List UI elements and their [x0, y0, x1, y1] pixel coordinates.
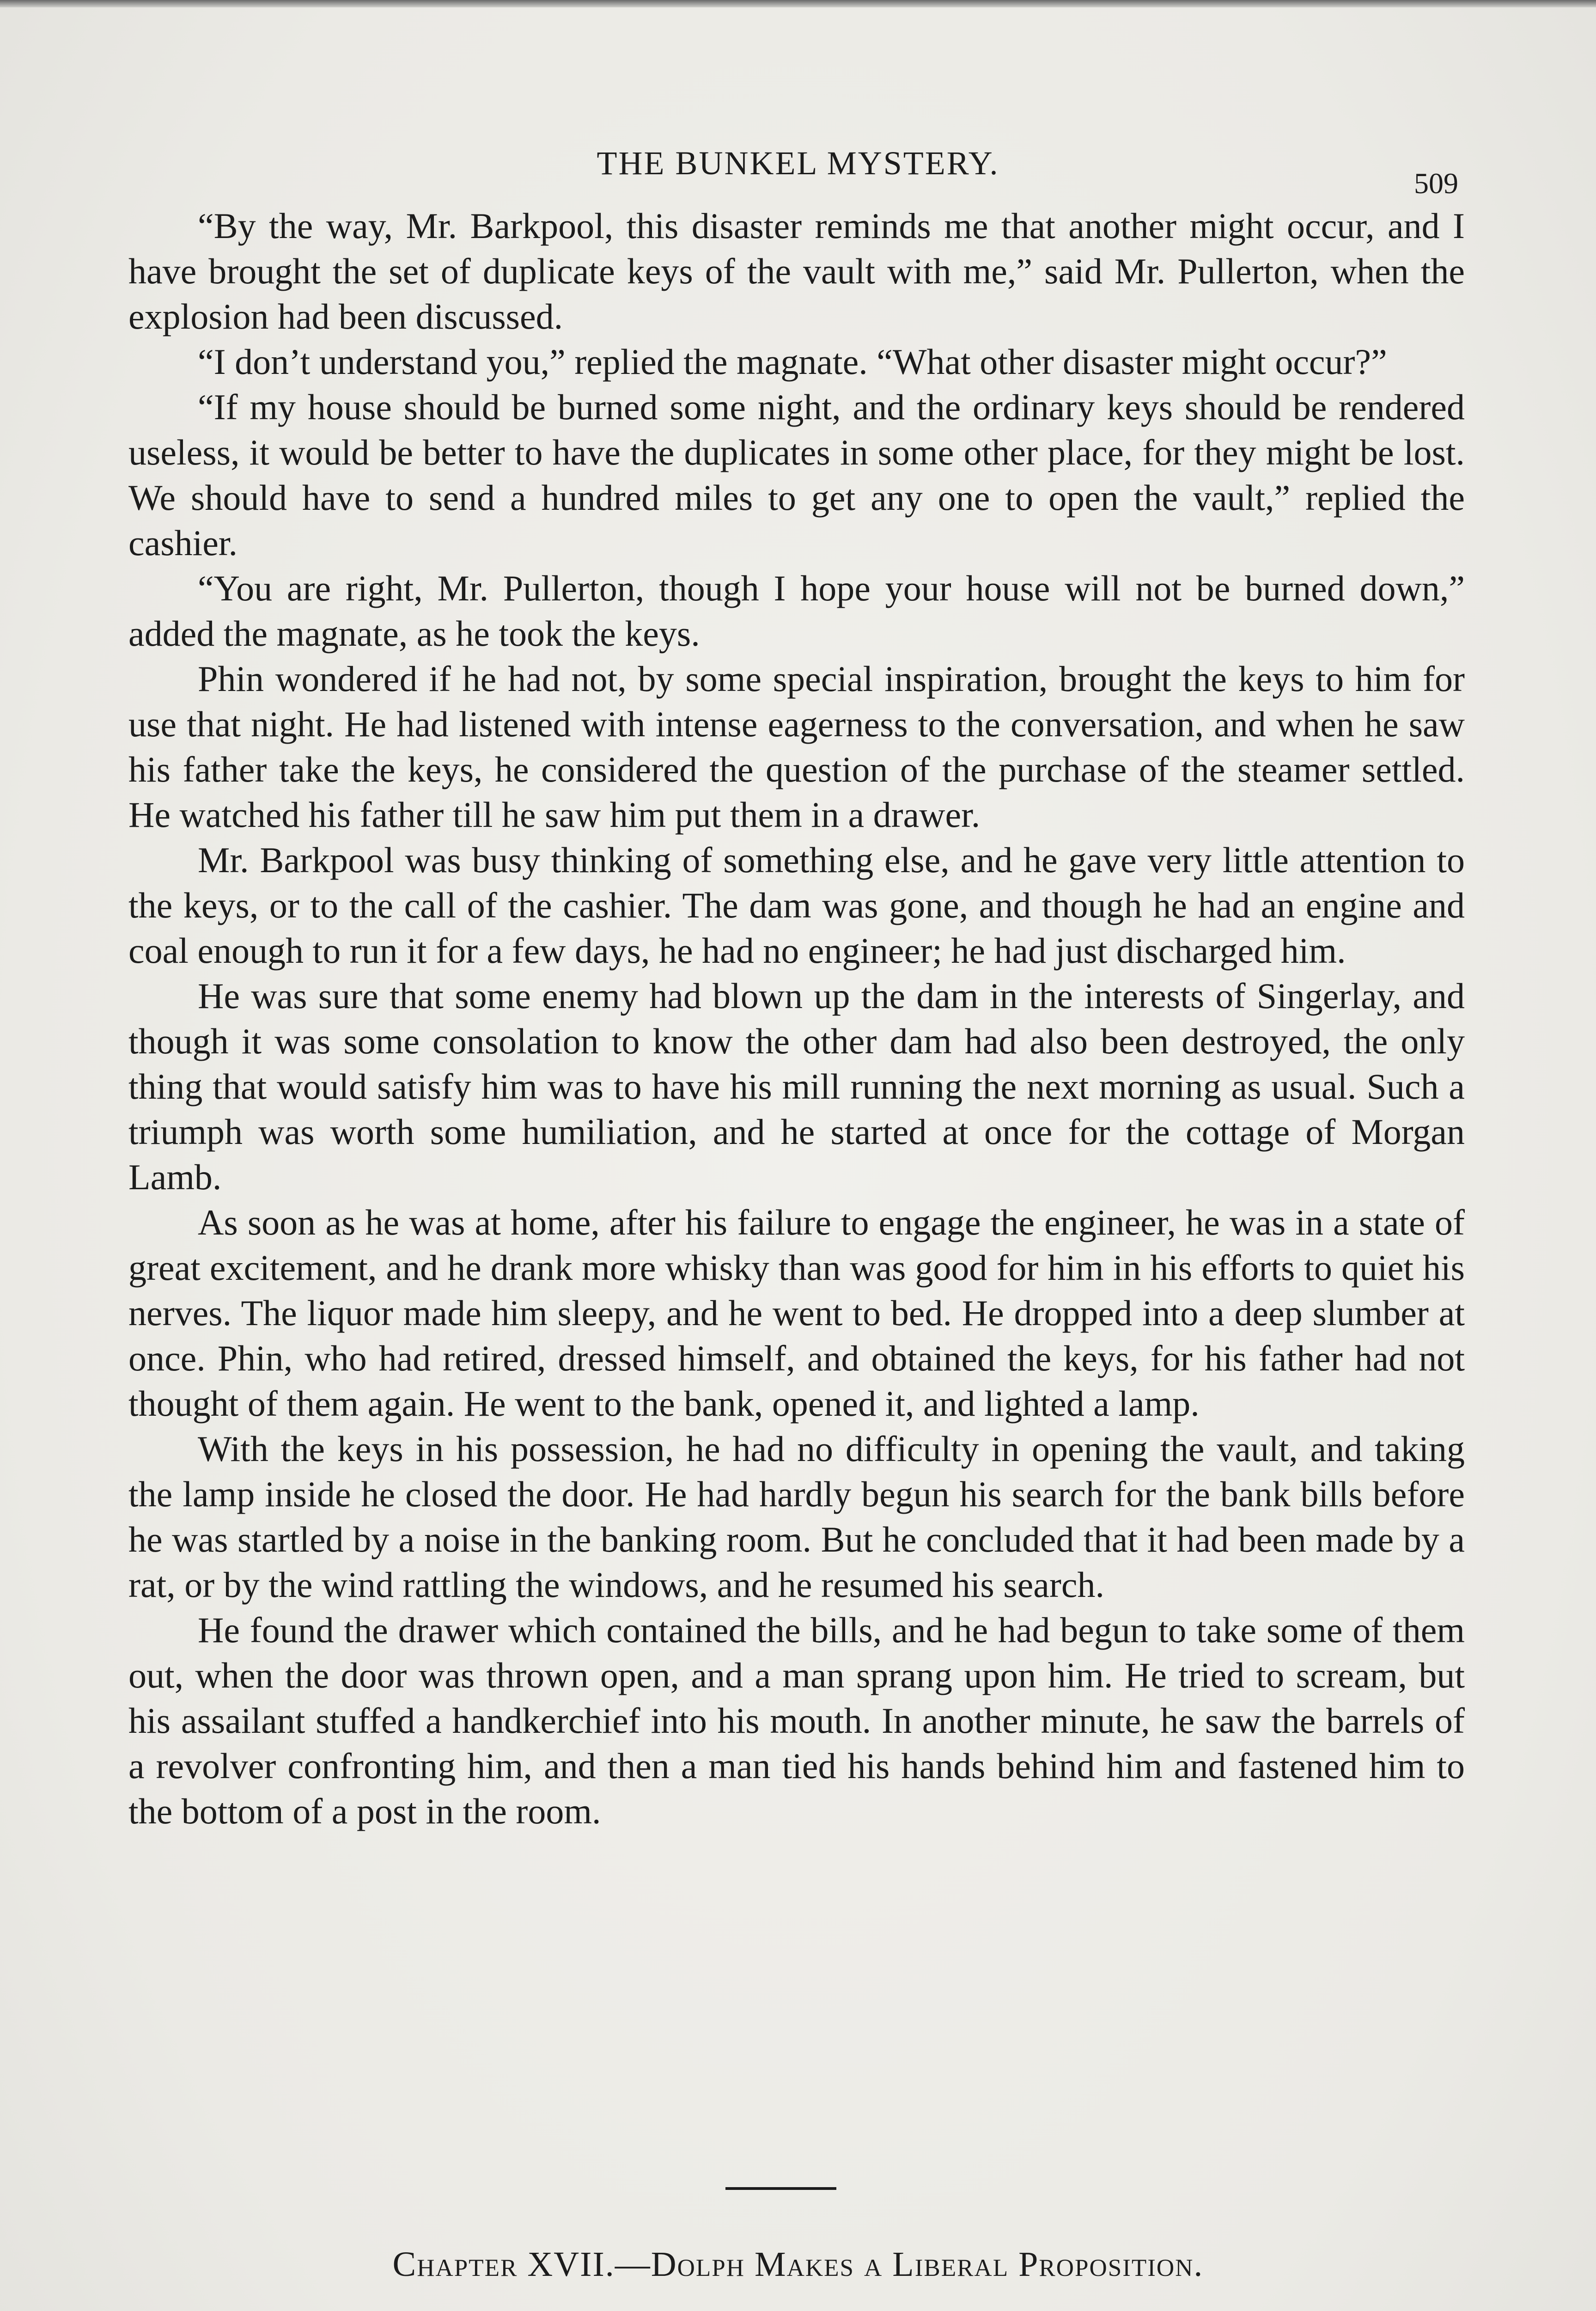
body-text [128, 203, 1465, 1834]
paragraph: He was sure that some enemy had blown up the dam in the interests of Singerlay, and though it was some consolation to know the other dam had also been destroyed, the only thing that would satisfy him was to have his mill running the next morning as usual. Such a triumph was worth some humiliation, and he started at once for the cottage of Morgan Lamb. [128, 976, 1465, 1197]
paragraph: “By the way, Mr. Barkpool, this disaster reminds me that another might occur, and I have brought the set of duplicate keys of the vault with me,” said Mr. Pullerton, when the explosion had been discussed. [128, 206, 1465, 336]
page-number: 509 [1414, 167, 1458, 200]
chapter-heading: Chapter XVII.—Dolph Makes a Liberal Proposition. [392, 2245, 1204, 2284]
paragraph: With the keys in his possession, he had no difficulty in opening the vault, and taking the lamp inside he closed the door. He had hardly begun his search for the bank bills before he was startled by a noise in the banking room. But he concluded that it had been made by a rat, or by the wind rattling the windows, and he resumed his search. [128, 1429, 1465, 1605]
paragraph: “If my house should be burned some night, and the ordinary keys should be rendered useless, it would be better to have the duplicates in some other place, for they might be lost. We should have to send a hundred miles to get any one to open the vault,” replied the cashier. [128, 387, 1465, 563]
paragraph: “I don’t understand you,” replied the magnate. “What other disaster might occur?” [198, 342, 1387, 382]
paragraph: He found the drawer which contained the bills, and he had begun to take some of them out, when the door was thrown open, and a man sprang upon him. He tried to scream, but his assailant stuffed a handkerchief into his mouth. In another minute, he saw the barrels of a revolver confronting him, and then a man tied his hands behind him and fastened him to the bottom of a post in the room. [128, 1610, 1465, 1831]
paragraph: Mr. Barkpool was busy thinking of something else, and he gave very little attention to the keys, or to the call of the cashier. The dam was gone, and though he had an engine and coal enough to run it for a few days, he had no engineer; he had just discharged him. [128, 840, 1465, 971]
top-edge-rule [0, 0, 1596, 7]
paragraph: “You are right, Mr. Pullerton, though I hope your house will not be burned down,” added the magnate, as he took the keys. [128, 568, 1465, 654]
running-head: THE BUNKEL MYSTERY. [597, 145, 999, 182]
section-divider-rule [725, 2187, 836, 2190]
paragraph: As soon as he was at home, after his failure to engage the engineer, he was in a state of great excitement, and he drank more whisky than was good for him in his efforts to quiet his nerves. The liquor made him sleepy, and he went to bed. He dropped into a deep slumber at once. Phin, who had retired, dressed himself, and obtained the keys, for his father had not thought of them again. He went to the bank, opened it, and lighted a lamp. [128, 1202, 1465, 1424]
paragraph: Phin wondered if he had not, by some special inspiration, brought the keys to him for use that night. He had listened with intense eagerness to the conversation, and when he saw his father take the keys, he considered the question of the purchase of the steamer settled. He watched his father till he saw him put them in a drawer. [128, 659, 1465, 835]
